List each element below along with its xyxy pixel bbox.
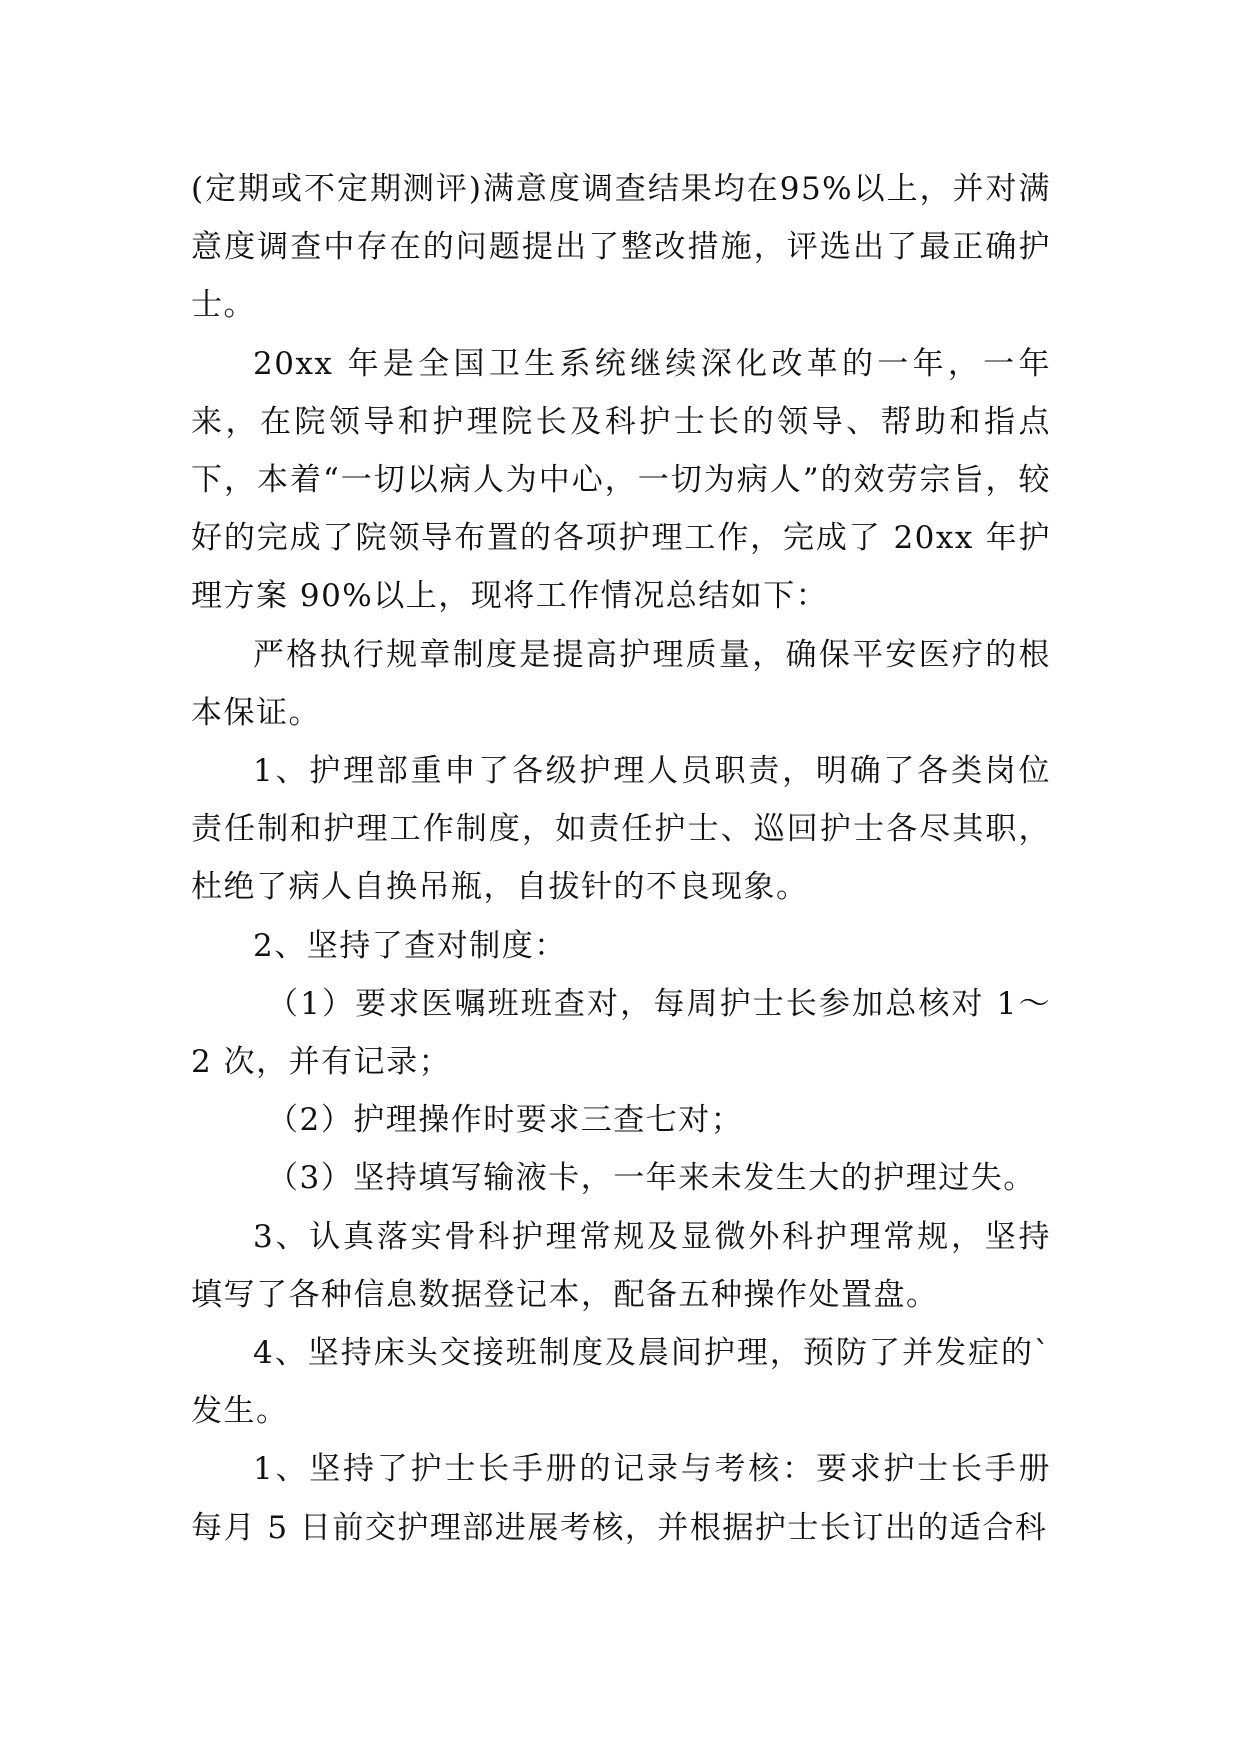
document-body [191, 160, 1051, 1557]
paragraph: 1、坚持了护士长手册的记录与考核：要求护士长手册每月 5 日前交护理部进展考核，并根据护士长订出的适合科 [191, 1451, 1051, 1546]
paragraph: （1）要求医嘱班班查对，每周护士长参加总核对 1～2 次，并有记录； [191, 985, 1051, 1081]
paragraph: 1、护理部重申了各级护理人员职责，明确了各类岗位责任制和护理工作制度，如责任护士、巡回护士各尽其职，杜绝了病人自换吊瓶，自拔针的不良现象。 [191, 753, 1051, 906]
paragraph: 2、坚持了查对制度： [253, 927, 567, 964]
paragraph: 严格执行规章制度是提高护理质量，确保平安医疗的根本保证。 [191, 636, 1051, 731]
paragraph: （3）坚持填写输液卡，一年来未发生大的护理过失。 [267, 1160, 1036, 1197]
paragraph: (定期或不定期测评)满意度调查结果均在95%以上，并对满意度调查中存在的问题提出了整改措施，评选出了最正确护士。 [191, 171, 1051, 324]
paragraph: （2）护理操作时要求三查七对； [267, 1102, 744, 1139]
paragraph: 20xx 年是全国卫生系统继续深化改革的一年，一年来，在院领导和护理院长及科护士长的领导、帮助和指点下，本着“一切以病人为中心，一切为病人”的效劳宗旨，较好的完成了院领导布置的各项护理工作，完成了 20xx 年护理方案 90%以上，现将工作情况总结如下： [191, 345, 1051, 615]
paragraph: 4、坚持床头交接班制度及晨间护理，预防了并发症的`发生。 [191, 1335, 1051, 1430]
paragraph: 3、认真落实骨科护理常规及显微外科护理常规，坚持填写了各种信息数据登记本，配备五种操作处置盘。 [191, 1218, 1051, 1313]
